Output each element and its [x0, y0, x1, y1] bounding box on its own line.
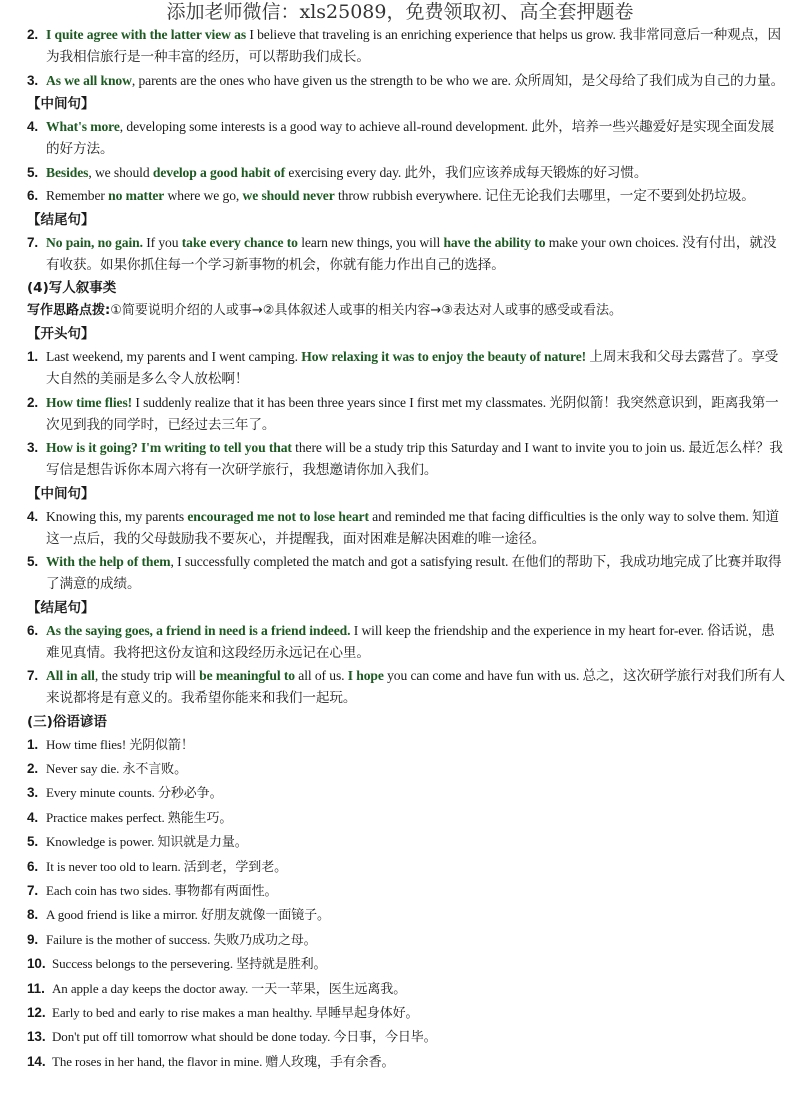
- writing-tip: [27, 300, 787, 322]
- proverb-text: Each coin has two sides. 事物都有两面性。: [46, 882, 278, 898]
- sentence-text: Last weekend, my parents and I went camping.: [46, 349, 302, 364]
- list-item: [27, 506, 787, 550]
- item-number: 1.: [27, 736, 39, 752]
- key-phrase: Besides: [46, 164, 89, 180]
- key-phrase: take every chance to: [181, 234, 298, 250]
- list-item: [27, 116, 787, 160]
- key-phrase: What's more: [46, 119, 120, 134]
- document-body: [27, 24, 787, 1075]
- writing-tip-text: ①简要说明介绍的人或事→②具体叙述人或事的相关内容→③表达对人或事的感受或看法。: [110, 303, 622, 318]
- key-phrase: As the saying goes, a friend in need is a friend indeed.: [46, 622, 351, 638]
- list-opening: [27, 346, 787, 481]
- item-number: 5.: [27, 834, 39, 850]
- proverb-text: How time flies! 光阴似箭！: [46, 736, 194, 752]
- item-number: 7.: [27, 234, 39, 250]
- item-number: 3.: [27, 440, 39, 455]
- proverb-item: [27, 856, 787, 879]
- key-phrase: encouraged me not to lose heart: [187, 508, 369, 524]
- item-number: 3.: [27, 72, 39, 88]
- item-number: 6.: [27, 622, 39, 638]
- proverb-text: A good friend is like a mirror. 好朋友就像一面镜子。: [46, 907, 330, 923]
- proverb-text: Success belongs to the persevering. 坚持就是胜利。: [52, 956, 327, 972]
- item-number: 2.: [27, 760, 39, 776]
- proverb-text: Failure is the mother of success. 失败乃成功之母。: [46, 931, 317, 947]
- key-phrase: no matter: [108, 188, 165, 203]
- key-phrase: With the help of them: [46, 554, 171, 569]
- heading-middle-sentences-1: 【中间句】: [27, 96, 95, 112]
- sentence-text: , I successfully completed the match and got a satisfying result. 在他们的帮助下，我成功地完成了比赛并取得了满意的成绩。: [46, 554, 782, 591]
- list-item: [27, 162, 787, 184]
- list-middle-1: [27, 116, 787, 207]
- proverb-item: [27, 1002, 787, 1025]
- item-number: 2.: [27, 394, 39, 410]
- proverb-item: [27, 929, 787, 952]
- item-number: 8.: [27, 907, 39, 923]
- list-item: [27, 232, 787, 276]
- list-item: [27, 346, 787, 390]
- sentence-text: where we go,: [164, 188, 243, 203]
- proverb-text: Don't put off till tomorrow what should be done today. 今日事，今日毕。: [52, 1029, 437, 1045]
- proverb-text: An apple a day keeps the doctor away. 一天一苹果，医生远离我。: [52, 980, 407, 996]
- proverb-text: Knowledge is power. 知识就是力量。: [46, 834, 248, 850]
- sentence-text: If you: [142, 234, 182, 250]
- item-number: 2.: [27, 27, 39, 42]
- proverb-item: [27, 978, 787, 1001]
- sentence-text: , we should: [88, 164, 153, 180]
- proverb-item: [27, 953, 787, 976]
- list-item: [27, 551, 787, 595]
- item-number: 1.: [27, 349, 39, 364]
- item-number: 11.: [27, 980, 45, 996]
- proverb-text: Practice makes perfect. 熟能生巧。: [46, 809, 233, 825]
- sentence-text: , parents are the ones who have given us the strength to be who we are. 众所周知，是父母给了我们成为自己的力量。: [131, 72, 785, 88]
- proverb-item: [27, 734, 787, 757]
- proverb-text: It is never too old to learn. 活到老，学到老。: [46, 858, 287, 874]
- proverb-item: [27, 807, 787, 830]
- item-number: 9.: [27, 931, 39, 947]
- sentence-text: Knowing this, my parents: [46, 508, 188, 524]
- key-phrase: How is it going? I'm writing to tell you that: [46, 440, 292, 455]
- key-phrase: As we all know: [46, 72, 132, 88]
- heading-opening-sentences: 【开头句】: [27, 326, 95, 342]
- section-title-proverbs: (三)俗语谚语: [27, 713, 107, 730]
- sentence-text: throw rubbish everywhere. 记住无论我们去哪里，一定不要到处扔垃圾。: [334, 188, 755, 203]
- proverb-item: [27, 831, 787, 854]
- key-phrase: How relaxing it was to enjoy the beauty of nature!: [301, 349, 587, 364]
- writing-tip-label: 写作思路点拨:: [27, 303, 111, 318]
- key-phrase: I hope: [347, 668, 384, 683]
- proverb-text: Early to bed and early to rise makes a man healthy. 早睡早起身体好。: [52, 1004, 419, 1020]
- list-sec3-top: [27, 24, 787, 92]
- list-middle-2: [27, 506, 787, 596]
- sentence-text: , the study trip will: [94, 668, 200, 683]
- list-item: [27, 185, 787, 207]
- key-phrase: have the ability to: [443, 234, 546, 250]
- sentence-text: , developing some interests is a good way to achieve all-round development. 此外，培养一些兴趣爱好是实现全面发展的好方法。: [46, 119, 775, 156]
- heading-middle-sentences-2: 【中间句】: [27, 485, 95, 502]
- key-phrase: No pain, no gain.: [46, 234, 143, 250]
- list-ending-2: [27, 620, 787, 710]
- item-number: 13.: [27, 1029, 46, 1045]
- sentence-text: all of us.: [294, 668, 348, 683]
- heading-ending-sentences-1: 【结尾句】: [27, 211, 95, 228]
- section-title-narrative: (4)写人叙事类: [27, 280, 117, 296]
- sentence-text: Remember: [46, 188, 109, 203]
- item-number: 10.: [27, 956, 46, 972]
- proverb-item: [27, 782, 787, 805]
- sentence-text: make your own choices. 没有付出，就没有收获。如果你抓住每一个学习新事物的机会，你就有能力作出自己的选择。: [46, 234, 777, 272]
- item-number: 12.: [27, 1004, 46, 1020]
- key-phrase: develop a good habit of: [152, 164, 286, 180]
- sentence-text: I suddenly realize that it has been three years since I first met my classmates. 光阴似箭！我突然意识到，距离我第一次见到我的同学时，已经过去三年了。: [46, 394, 779, 432]
- item-number: 7.: [27, 668, 39, 683]
- proverb-text: Every minute counts. 分秒必争。: [46, 785, 223, 801]
- proverb-item: [27, 758, 787, 781]
- key-phrase: we should never: [242, 188, 335, 203]
- item-number: 3.: [27, 785, 39, 801]
- item-number: 5.: [27, 554, 39, 569]
- item-number: 14.: [27, 1053, 46, 1069]
- list-item: [27, 392, 787, 436]
- item-number: 5.: [27, 164, 39, 180]
- proverb-text: The roses in her hand, the flavor in mine. 赠人玫瑰，手有余香。: [52, 1053, 395, 1069]
- key-phrase: How time flies!: [46, 394, 133, 410]
- list-item: [27, 437, 787, 481]
- proverb-item: [27, 1051, 787, 1074]
- item-number: 4.: [27, 119, 39, 134]
- sentence-text: there will be a study trip this Saturday and I want to invite you to join us. 最近怎么样？我写信是想告诉你本周六将有一次研学旅行，我想邀请你加入我们。: [46, 440, 783, 477]
- list-proverbs: [27, 734, 787, 1074]
- list-ending-1: [27, 232, 787, 276]
- item-number: 4.: [27, 809, 39, 825]
- proverb-text: Never say die. 永不言败。: [46, 760, 187, 776]
- watermark-banner: 添加老师微信：xls25089，免费领取初、高全套押题卷: [166, 1, 634, 23]
- sentence-text: and reminded me that facing difficulties is the only way to solve them. 知道这一点后，我的父母鼓励我不要灰心，并提醒我，面对困难是解决困难的唯一途径。: [46, 508, 780, 546]
- proverb-item: [27, 1026, 787, 1049]
- sentence-text: I believe that traveling is an enriching experience that helps us grow. 我非常同意后一种观点，因为我相信旅行是一种丰富的经历，可以帮助我们成长。: [46, 27, 782, 64]
- list-item: [27, 665, 787, 709]
- list-item: [27, 620, 787, 664]
- key-phrase: All in all: [46, 668, 95, 683]
- item-number: 6.: [27, 188, 39, 203]
- key-phrase: be meaningful to: [199, 668, 295, 683]
- proverb-item: [27, 880, 787, 903]
- item-number: 4.: [27, 508, 39, 524]
- proverb-item: [27, 904, 787, 927]
- item-number: 6.: [27, 858, 39, 874]
- key-phrase: I quite agree with the latter view as: [46, 27, 247, 42]
- sentence-text: I will keep the friendship and the experience in my heart for-ever. 俗话说，患难见真情。我将把这份友谊和这段经历永远记在心里。: [46, 622, 775, 660]
- sentence-text: exercising every day. 此外，我们应该养成每天锻炼的好习惯。: [285, 164, 648, 180]
- sentence-text: learn new things, you will: [297, 234, 444, 250]
- sentence-text: 上周末我和父母去露营了。享受大自然的美丽是多么令人放松啊！: [46, 349, 779, 386]
- sentence-text: you can come and have fun with us. 总之，这次研学旅行对我们所有人来说都将是有意义的。我希望你能来和我们一起玩。: [46, 668, 785, 705]
- list-item: [27, 70, 787, 92]
- list-item: [27, 24, 787, 68]
- heading-ending-sentences-2: 【结尾句】: [27, 599, 95, 616]
- item-number: 7.: [27, 882, 39, 898]
